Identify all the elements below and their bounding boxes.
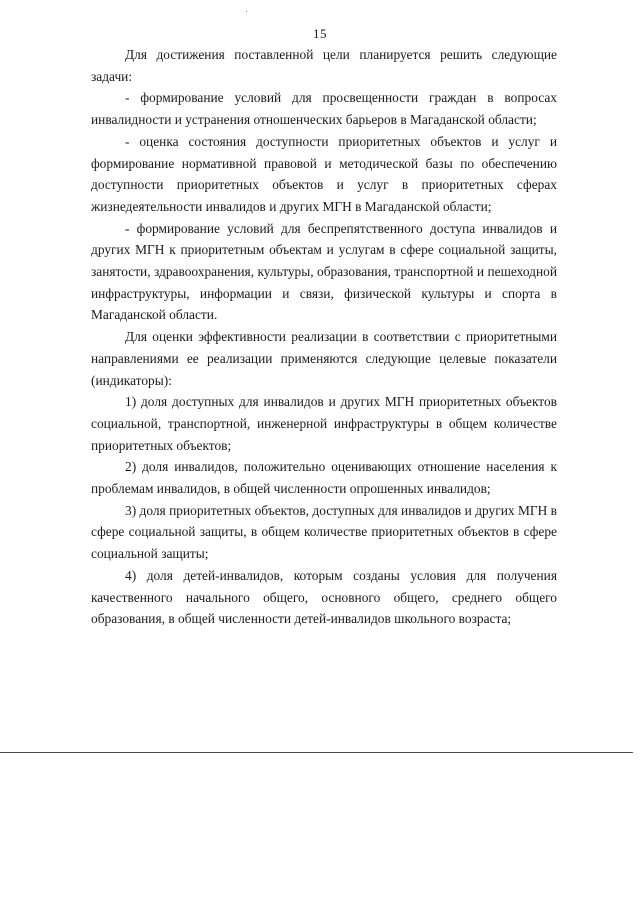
- indicator-item: 3) доля приоритетных объектов, доступных для инвалидов и других МГН в сфере социальной защиты, в общем количестве приоритетных объектов в сфере социальной защиты;: [91, 502, 557, 562]
- document-body: [91, 44, 557, 630]
- task-item: - оценка состояния доступности приоритетных объектов и услуг и формирование нормативной правовой и методической базы по обеспечению доступности приоритетных объектов и услуг в приоритетных сферах жизнедеятельности инвалидов и других МГН в Магаданской области;: [91, 133, 557, 214]
- task-item: - формирование условий для просвещенности граждан в вопросах инвалидности и устранения отношенческих барьеров в Магаданской области;: [91, 90, 557, 128]
- indicator-item: 4) доля детей-инвалидов, которым созданы условия для получения качественного начального общего, основного общего, среднего общего образования, в общей численности детей-инвалидов школьного возраста;: [91, 567, 557, 627]
- intro-paragraph: Для достижения поставленной цели планируется решить следующие задачи:: [91, 47, 557, 84]
- indicator-item: 1) доля доступных для инвалидов и других МГН приоритетных объектов социальной, транспортной, инженерной инфраструктуры в общем количестве приоритетных объектов;: [91, 394, 557, 453]
- scan-speck: [246, 11, 247, 12]
- indicators-intro-paragraph: Для оценки эффективности реализации в соответствии с приоритетными направлениями ее реализации применяются следующие целевые показатели (индикаторы):: [91, 329, 557, 388]
- indicator-item: 2) доля инвалидов, положительно оценивающих отношение населения к проблемам инвалидов, в общей численности опрошенных инвалидов;: [91, 459, 557, 497]
- page-divider-line: [0, 752, 633, 753]
- page-number: 15: [313, 26, 327, 41]
- task-item: - формирование условий для беспрепятственного доступа инвалидов и других МГН к приоритетным объектам и услугам в сфере социальной защиты, занятости, здравоохранения, культуры, образования, транспортной и пешеходной инфраструктуры, информации и связи, физической культуры и спорта в Магаданской области.: [91, 220, 557, 323]
